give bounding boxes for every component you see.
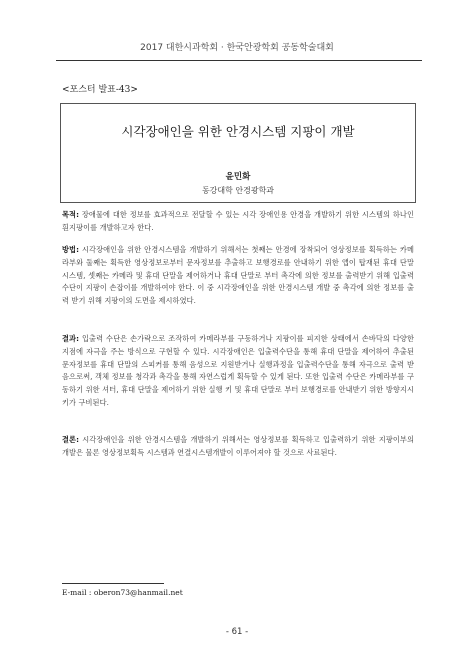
paper-title: 시각장애인을 위한 안경시스템 지팡이 개발 (121, 124, 355, 139)
section-method (62, 244, 414, 308)
section-label: 결과: (62, 334, 80, 343)
section-conclusion (62, 434, 414, 460)
section-result (62, 333, 414, 410)
poster-label: <포스터 발표-43> (62, 85, 138, 95)
author-affiliation: 동강대학 안경광학과 (201, 186, 275, 195)
section-label: 방법: (62, 245, 80, 254)
section-label: 목적: (62, 210, 80, 219)
section-text: 장애물에 대한 정보를 효과적으로 전달할 수 있는 시각 장애인용 안경을 개발하기 위한 시스템의 하나인 흰지팡이를 개발하고자 한다. (62, 210, 414, 232)
author-name: 윤민화 (225, 172, 251, 182)
section-text: 시각장애인을 위한 안경시스템을 개발하기 위해서는 영상정보를 획득하고 입출력하기 위한 지팡이부의 개발은 물론 영상정보획득 시스템과 연결시스템개발이 이루어져야 할 것으로 사료된다. (62, 435, 414, 457)
section-text: 입출력 수단은 손가락으로 조작하여 카메라부를 구동하거나 지팡이를 피지한 상태에서 손바닥의 다양한 지점에 자극을 주는 방식으로 구현할 수 있다. 시각장애인은 입출력수단을 통해 휴대 단말을 제어하여 추출된 문자정보를 휴대 단말의 스피커를 통해 음성으로 지원받거나 실행과정을 입출력수단을 통해 자극으로 출력 받음으로써, 객체 정보를 청각과 촉각을 통해 자연스럽게 획득할 수 있게 된다. 또한 입출력 수단은 카메라부를 구동하기 위한 셔터, 휴대 단말을 제어하기 위한 실행 키 및 휴대 단말로 부터 보행경로를 안내받기 위한 방향지시 키가 구비된다. (62, 334, 414, 407)
section-label: 결론: (62, 435, 80, 444)
header-divider (56, 60, 422, 61)
footnote-email: E-mail : oberon73@hanmail.net (62, 588, 183, 597)
footnote-divider (62, 583, 164, 584)
conference-header: 2017 대한시과학회 · 한국안광학회 공동학술대회 (140, 43, 334, 53)
section-purpose (62, 209, 414, 235)
page-number: - 61 - (225, 627, 249, 637)
section-text: 시각장애인을 위한 안경시스템을 개발하기 위해서는 첫째는 안경에 장착되어 영상정보를 획득하는 카메라부와 둘째는 획득한 영상정보로부터 문자정보를 추출하고 보행경로를 안내하기 위한 앱이 탑재된 휴대 단말시스템, 셋째는 카메라 및 휴대 단말을 제어하거나 휴대 단말로 부터 촉각에 의한 정보를 출력받기 위해 입출력수단이 지팡이 손잡이를 개발하여야 한다. 이 중 시각장애인을 위한 안경시스템 개발 중 촉각에 의한 정보를 출력 받기 위해 지팡이의 도면을 제시하였다. (62, 245, 414, 306)
title-block (60, 103, 416, 203)
